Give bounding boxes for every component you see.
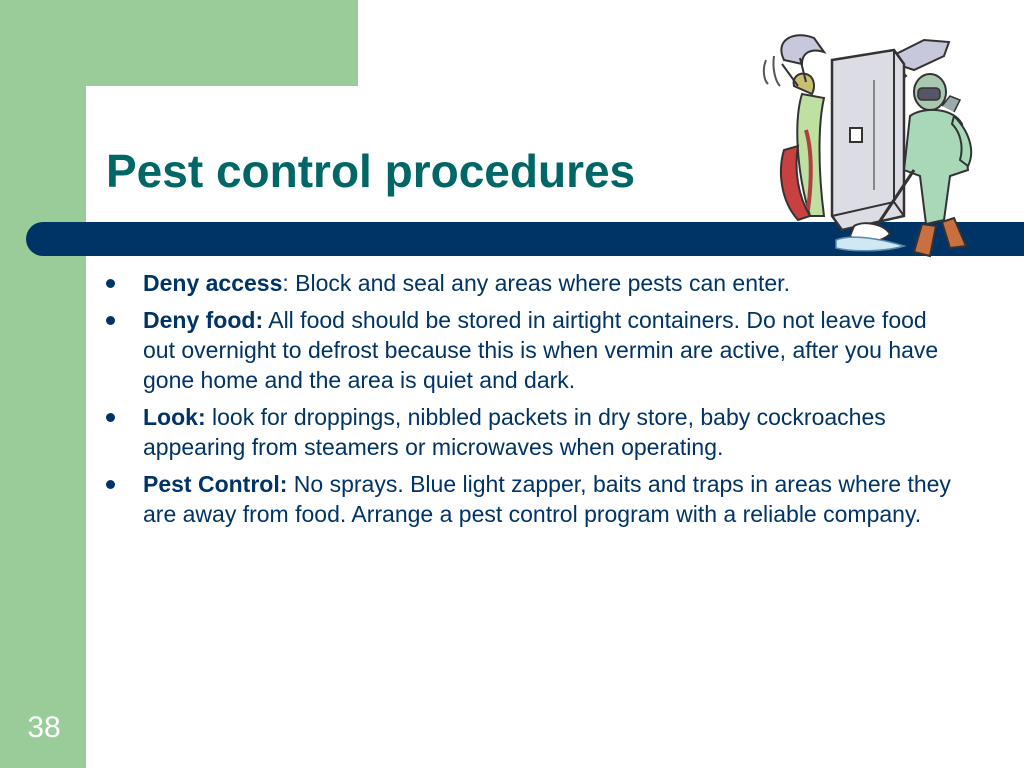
slide-title: Pest control procedures bbox=[106, 145, 636, 197]
bullet-dot-icon bbox=[106, 316, 115, 325]
bullet-text: All food should be stored in airtight containers. Do not leave food out overnight to defrost because this is when vermin are active, after you have gone home and the area is quiet and dark. bbox=[143, 307, 939, 393]
pest-control-worker-icon bbox=[754, 20, 1000, 266]
bullet-item-look bbox=[143, 402, 953, 462]
bullet-text: look for droppings, nibbled packets in dry store, baby cockroaches appearing from steamers or microwaves when operating. bbox=[143, 404, 886, 460]
bullet-dot-icon bbox=[106, 413, 115, 422]
bullet-dot-icon bbox=[106, 279, 115, 288]
bullet-term: Deny access bbox=[143, 270, 283, 296]
bullet-dot-icon bbox=[106, 480, 115, 489]
bullet-item-deny-food bbox=[143, 305, 953, 395]
left-green-band bbox=[0, 0, 86, 768]
bullet-term: Look: bbox=[143, 404, 206, 430]
bullet-term: Deny food: bbox=[143, 307, 264, 333]
top-green-band bbox=[0, 0, 358, 86]
bullet-item-deny-access bbox=[143, 268, 953, 298]
bullet-item-pest-control bbox=[143, 469, 953, 529]
bullet-term: Pest Control: bbox=[143, 471, 288, 497]
bullet-text: No sprays. Blue light zapper, baits and traps in areas where they are away from food. Arrange a pest control program with a reliable company. bbox=[143, 471, 951, 527]
slide-number: 38 bbox=[27, 711, 61, 744]
bullet-text: : Block and seal any areas where pests can enter. bbox=[282, 270, 790, 296]
bullet-list bbox=[143, 268, 953, 536]
